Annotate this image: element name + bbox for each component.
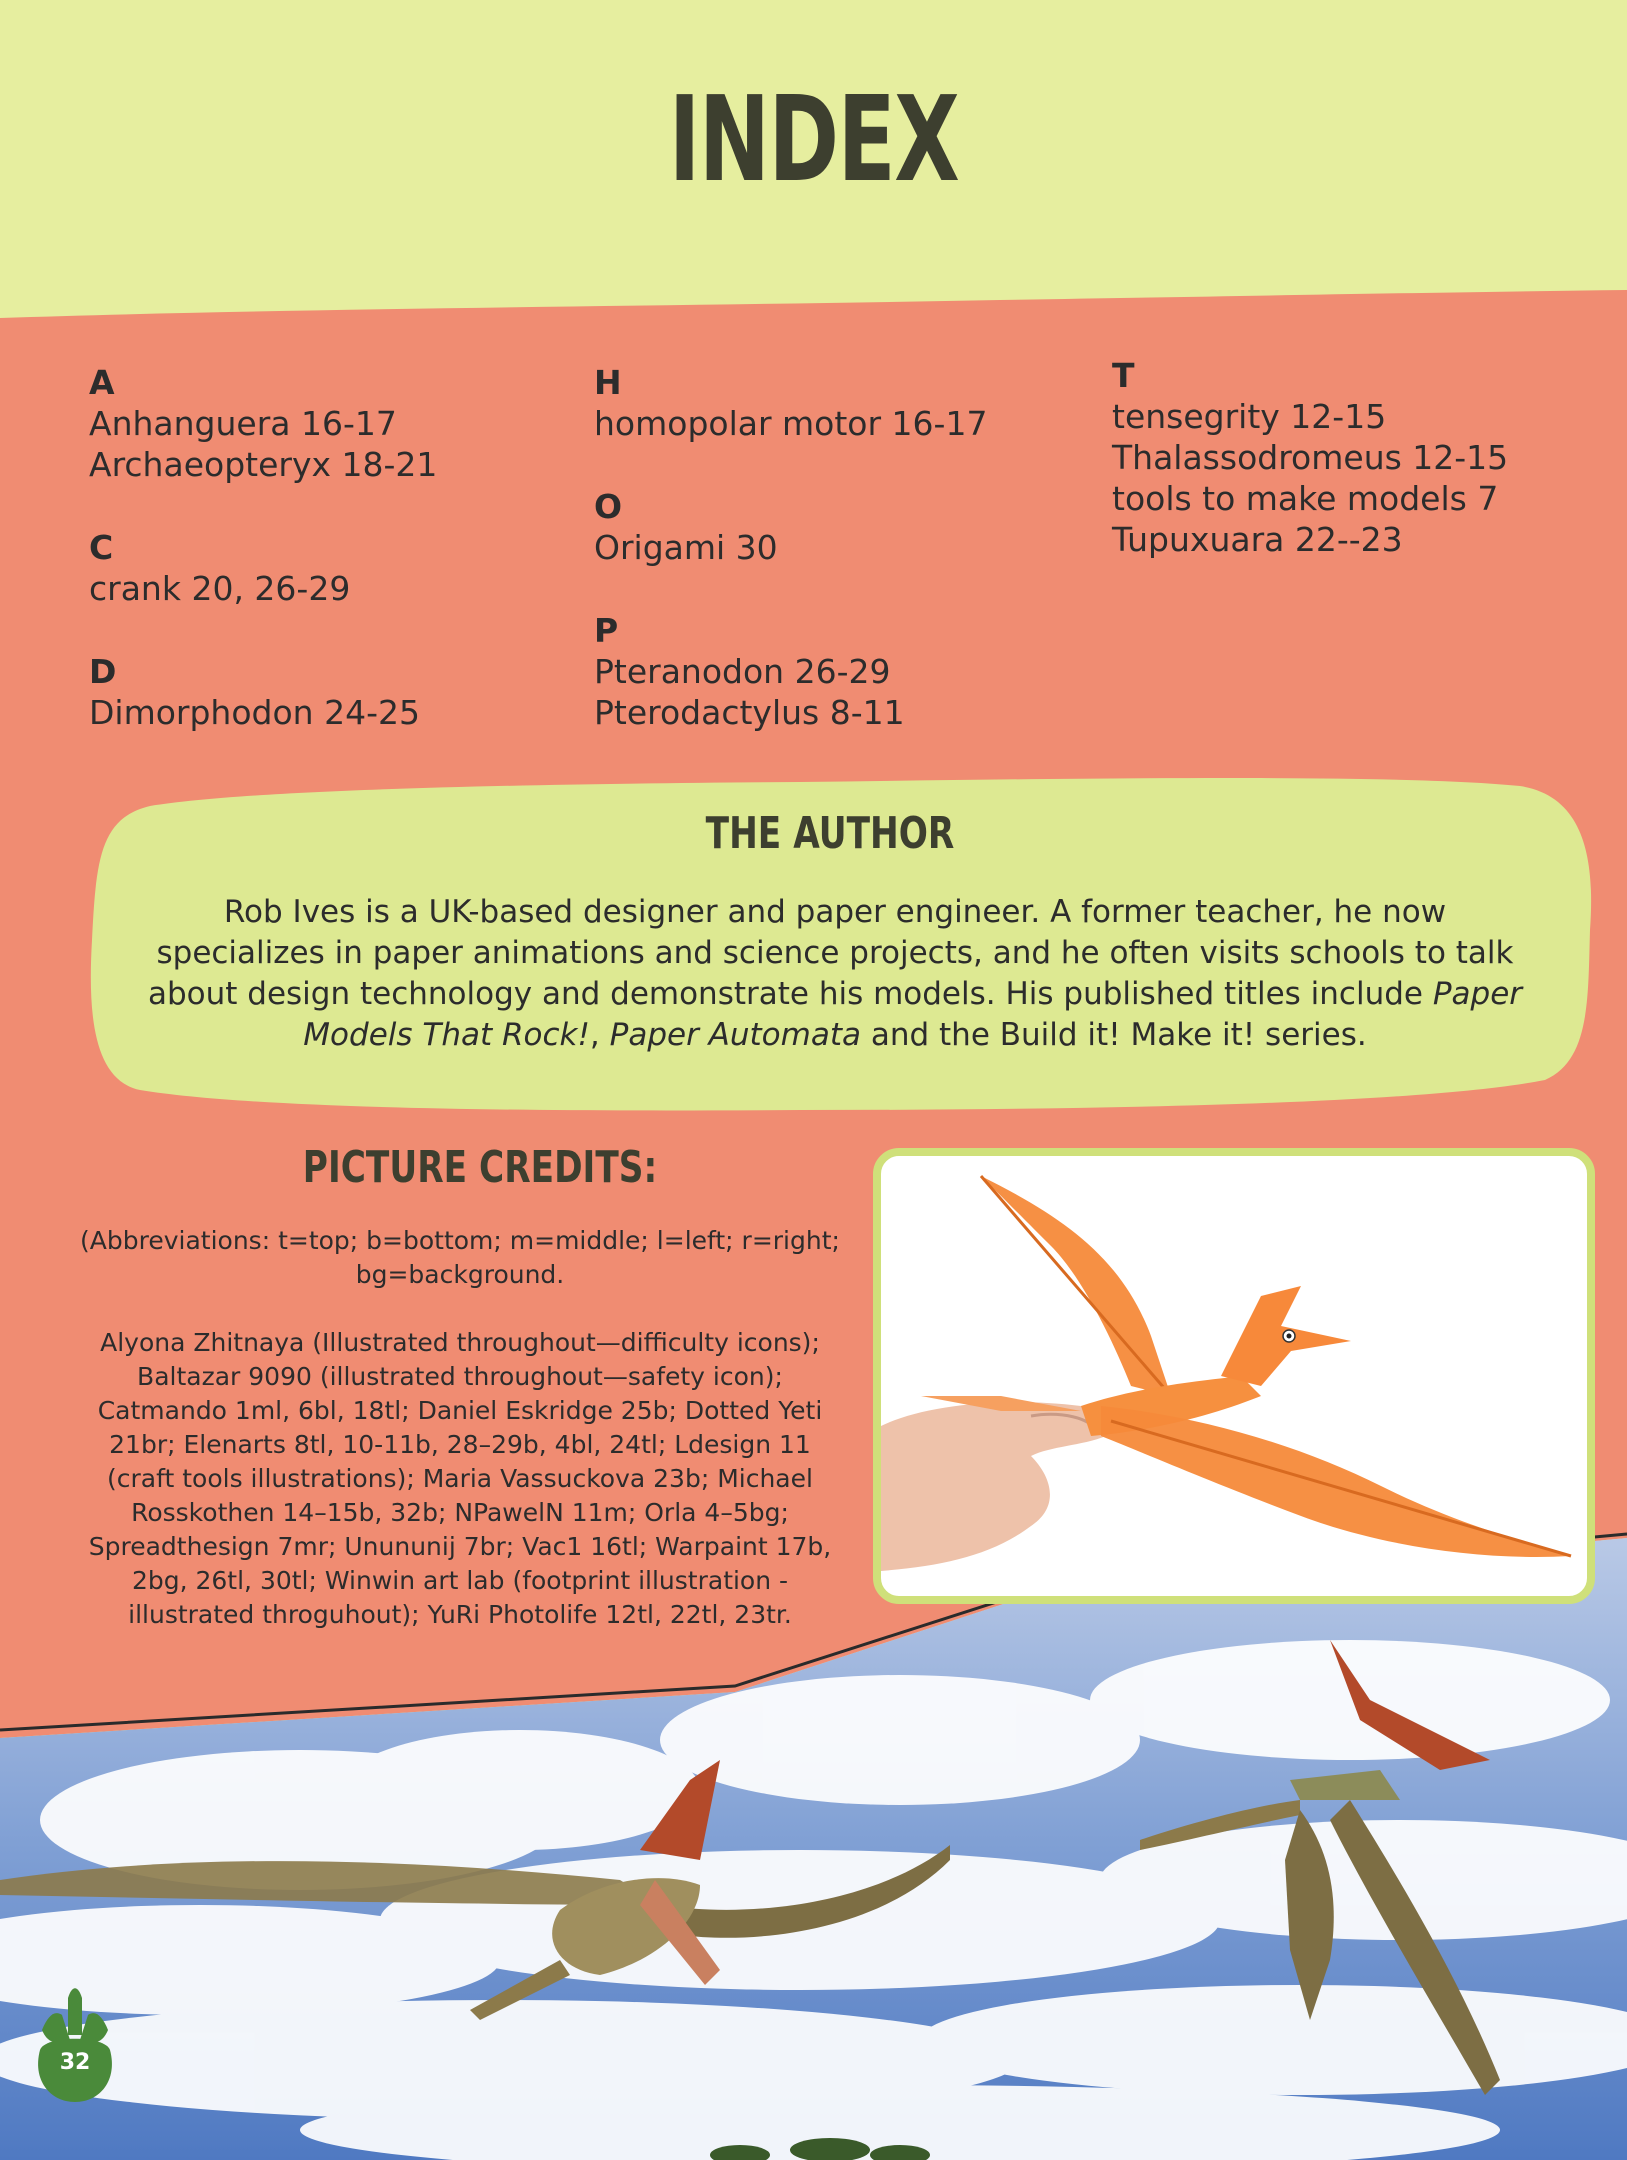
author-bio	[140, 892, 1530, 1056]
index-letter: D	[89, 652, 117, 691]
index-group-c	[89, 527, 437, 609]
credits-abbreviations: (Abbreviations: t=top; b=bottom; m=middle; l=left; r=right; bg=background.	[80, 1226, 840, 1289]
index-group-a	[89, 362, 437, 485]
paper-pterosaur-illustration	[881, 1156, 1587, 1596]
index-entry: tensegrity 12-15	[1112, 397, 1387, 436]
index-entry: Pterodactylus 8-11	[594, 693, 905, 732]
index-column-2	[594, 362, 987, 775]
index-entry: crank 20, 26-29	[89, 569, 351, 608]
page-title: INDEX	[668, 70, 959, 208]
index-entry: Anhanguera 16-17	[89, 404, 397, 443]
index-entry: Origami 30	[594, 528, 778, 567]
index-entry: homopolar motor 16-17	[594, 404, 988, 443]
author-bio-text: Rob Ives is a UK-based designer and paper engineer. A former teacher, he now specializes in paper animations and science projects, and he often visits schools to talk about design technology and demonstrate his models. His published titles include	[147, 894, 1514, 1012]
index-column-3	[1112, 355, 1508, 602]
author-bio-text: and the Build it! Make it! series.	[861, 1017, 1367, 1053]
index-entry: Tupuxuara 22--23	[1112, 520, 1403, 559]
index-letter: T	[1112, 356, 1135, 395]
author-bio-text: ,	[589, 1017, 610, 1053]
index-letter: P	[594, 611, 619, 650]
credits-list: Alyona Zhitnaya (Illustrated throughout—difficulty icons); Baltazar 9090 (illustrated throughout—safety icon); Catmando 1ml, 6bl, 18tl; Daniel Eskridge 25b; Dotted Yeti 21br; Elenarts 8tl, 10-11b, 28–29b, 4bl, 24tl; Ldesign 11 (craft tools illustrations); Maria Vassuckova 23b; Michael Rosskothen 14–15b, 32b; NPawelN 11m; Orla 4–5bg; Spreadthesign 7mr; Unununij 7br; Vac1 16tl; Warpaint 17b, 2bg, 26tl, 30tl; Winwin art lab (footprint illustration - illustrated throguhout); YuRi Photolife 12tl, 22tl, 23tr.	[88, 1328, 832, 1629]
credits-heading: PICTURE CREDITS:	[302, 1142, 658, 1193]
index-letter: C	[89, 528, 114, 567]
index-letter: H	[594, 363, 622, 402]
index-group-o	[594, 486, 987, 568]
book-title: Paper Models That Rock!	[303, 976, 1523, 1053]
index-group-d	[89, 651, 437, 733]
page-number: 32	[59, 2050, 91, 2075]
index-letter: O	[594, 487, 623, 526]
index-entry: Archaeopteryx 18-21	[89, 445, 438, 484]
index-group-p	[594, 610, 987, 733]
index-column-1	[89, 362, 437, 775]
index-group-t	[1112, 355, 1508, 560]
author-heading: THE AUTHOR	[705, 808, 955, 859]
index-entry: tools to make models 7	[1112, 479, 1499, 518]
paper-model-photo	[873, 1148, 1595, 1604]
book-title: Paper Automata	[609, 1017, 861, 1053]
index-entry: Pteranodon 26-29	[594, 652, 891, 691]
index-entry: Dimorphodon 24-25	[89, 693, 420, 732]
index-entry: Thalassodromeus 12-15	[1112, 438, 1509, 477]
index-letter: A	[89, 363, 115, 402]
index-group-h	[594, 362, 987, 444]
